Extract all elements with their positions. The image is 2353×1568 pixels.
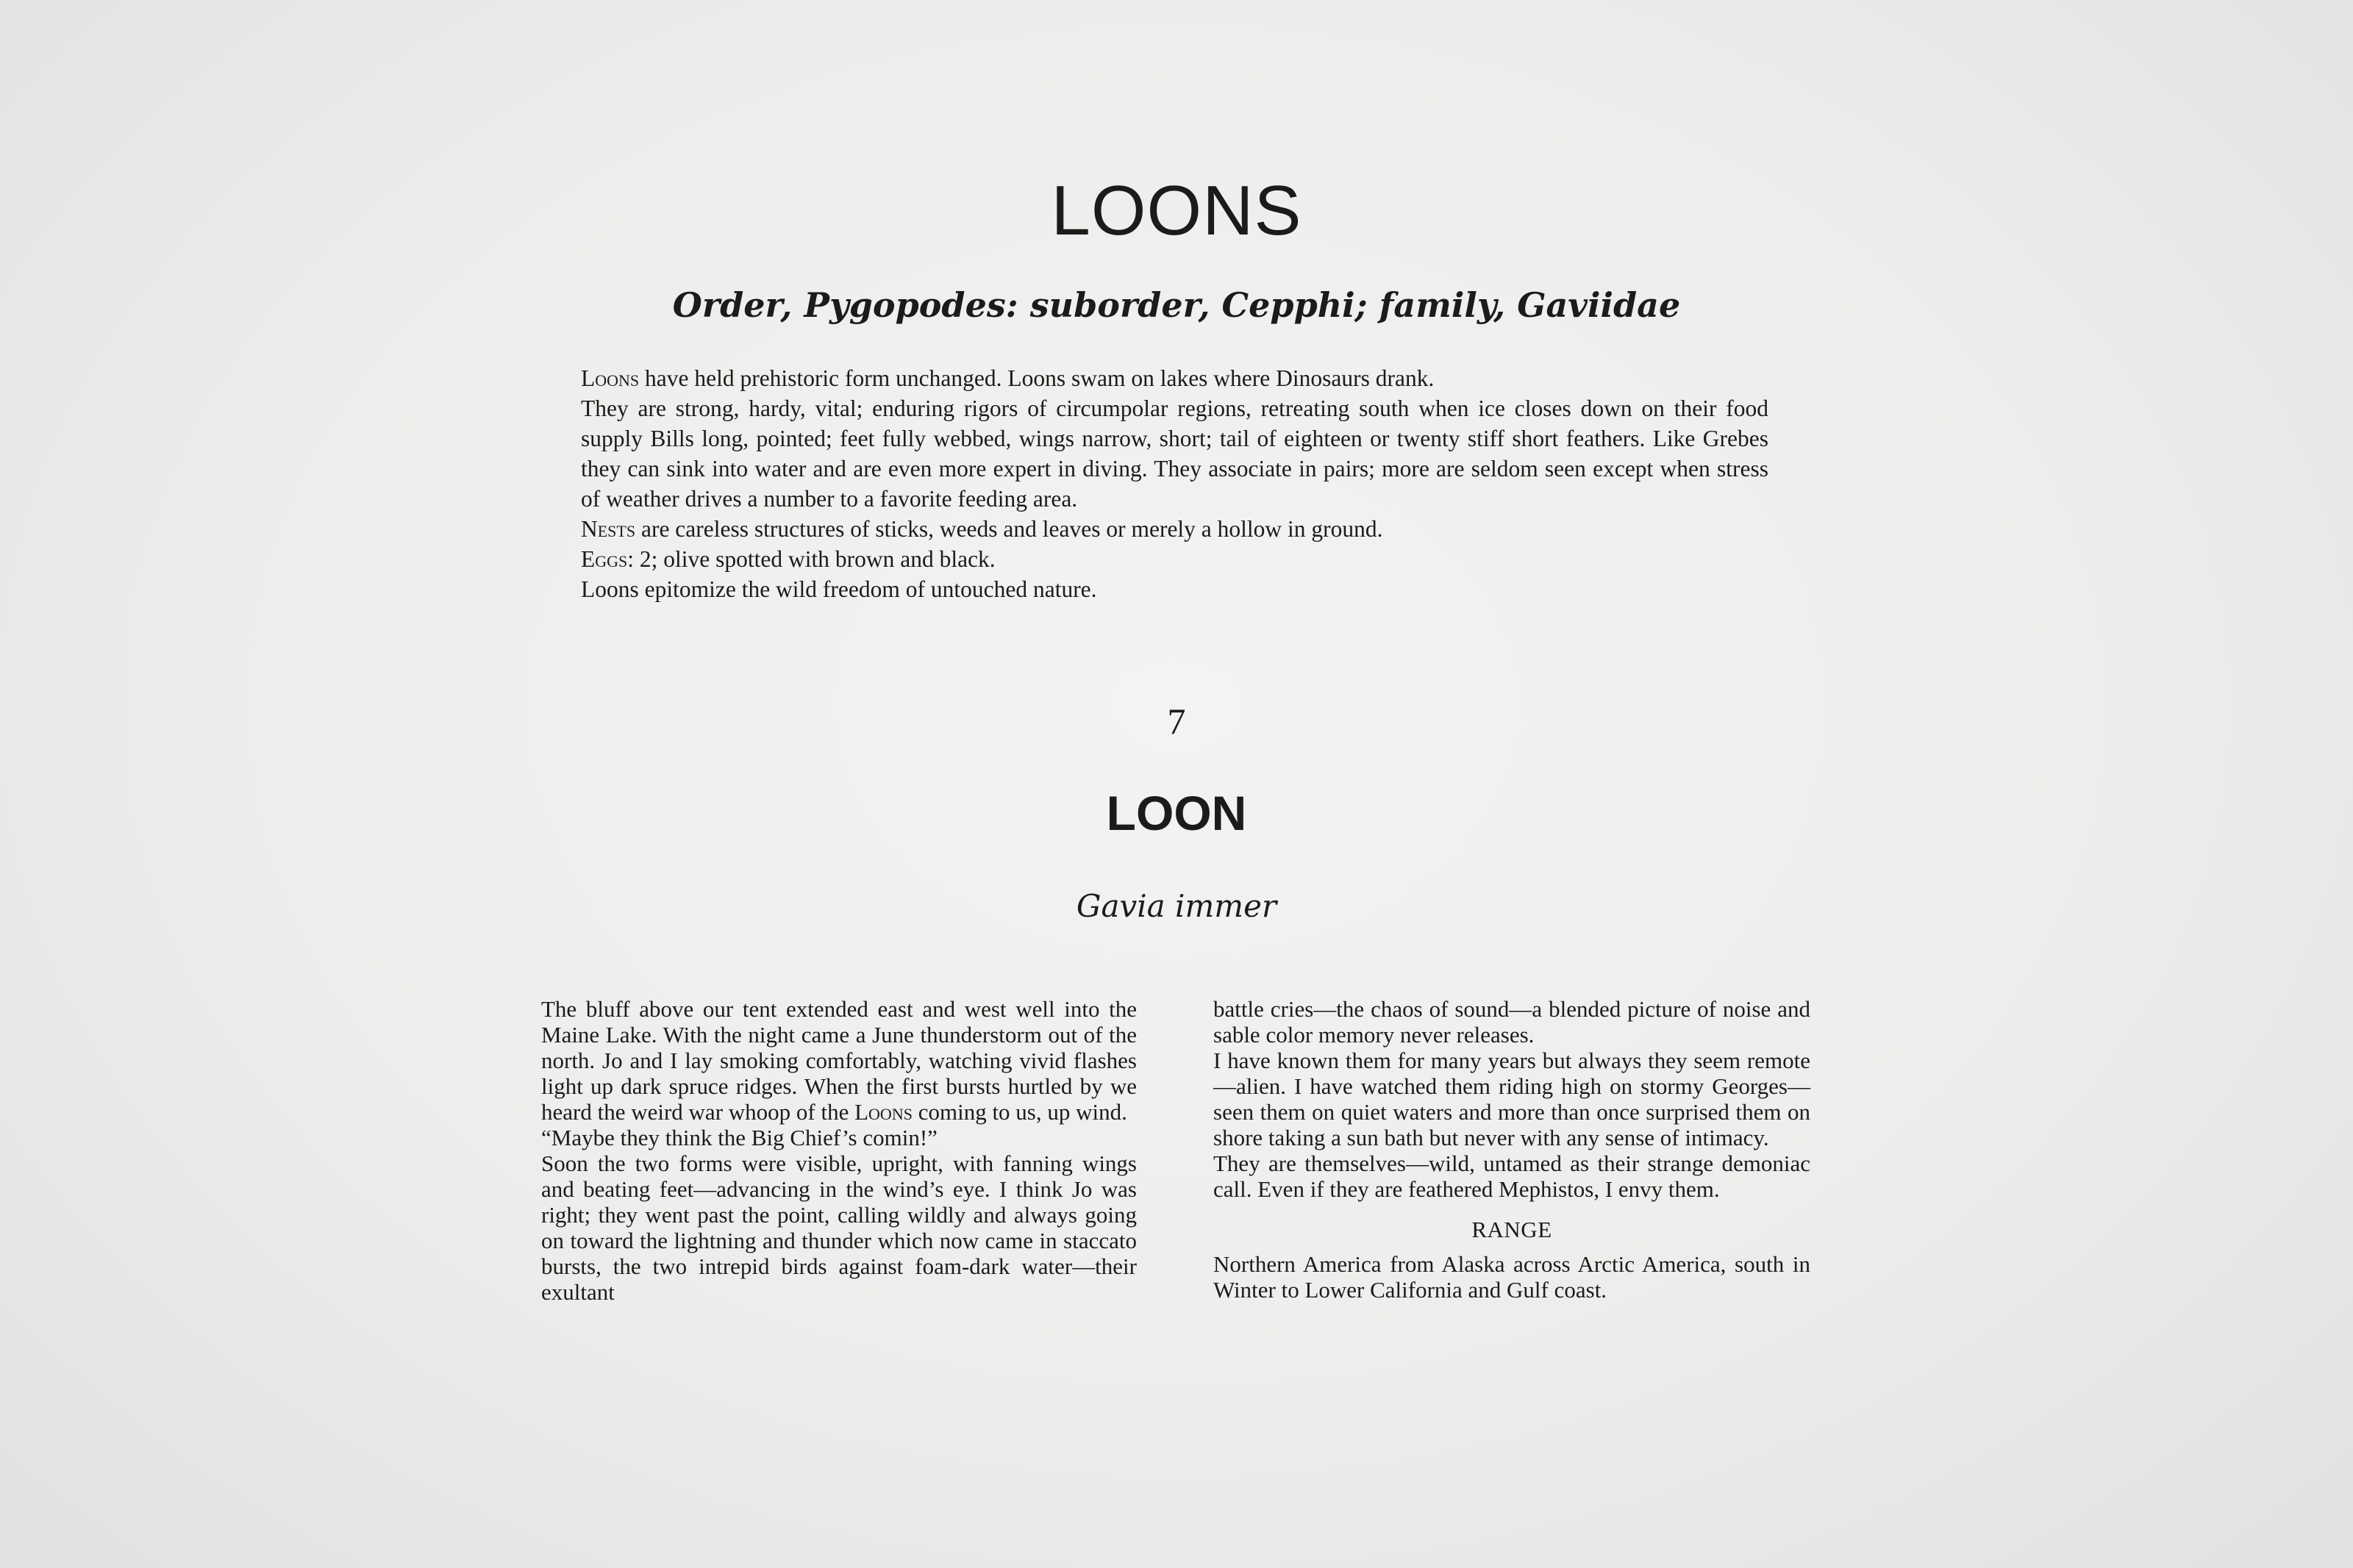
species-number: 7 (1167, 701, 1186, 742)
family-title: LOONS (1051, 171, 1302, 250)
intro-text: : 2; olive spotted with brown and black. (627, 546, 996, 572)
species-paragraph: They are themselves—wild, untamed as their strange demoniac call. Even if they are feathered Mephistos, I envy them. (1213, 1150, 1810, 1202)
family-intro (581, 363, 1768, 604)
family-classification: Order, Pygopodes: suborder, Cepphi; family, Gaviidae (672, 285, 1681, 325)
intro-paragraph (581, 514, 1768, 544)
intro-lead-word: Nests (581, 516, 636, 542)
intro-lead-word: Eggs (581, 546, 628, 572)
intro-paragraph (581, 574, 1768, 604)
species-text-right-column (1213, 996, 1810, 1303)
intro-paragraph (581, 393, 1768, 514)
species-paragraph (541, 1150, 1137, 1305)
species-text: The bluff above our tent extended east and west well into the Maine Lake. With the night came a June thunderstorm out of the north. Jo and I lay smoking comfortably, watching vivid flashes light up dark spruce ridges. When the first bursts hurtled by we heard the weird war whoop of the (541, 996, 1137, 1125)
species-name-inline: Loons (854, 1099, 913, 1125)
intro-text: have held prehistoric form unchanged. Loons swam on lakes where Dinosaurs drank. (639, 365, 1435, 391)
intro-text: Loons epitomize the wild freedom of untouched nature. (581, 576, 1097, 602)
species-latin-name: Gavia immer (1076, 888, 1277, 924)
intro-text: They are strong, hardy, vital; enduring rigors of circumpolar regions, retreating south when ice closes down on their food supply Bills long, pointed; feet fully webbed, wings narrow, short; tail of eighteen or twenty stiff short feathers. Like Grebes they can sink into water and are even more expert in diving. They associate in pairs; more are seldom seen except when stress of weather drives a number to a favorite feeding area. (581, 395, 1768, 512)
intro-text: are careless structures of sticks, weeds and leaves or merely a hollow in ground. (635, 516, 1383, 542)
species-paragraph (541, 1125, 1137, 1150)
species-text-left-column (541, 996, 1137, 1305)
species-paragraph: I have known them for many years but always they seem remote—alien. I have watched them riding high on stormy Georges—seen them on quiet waters and more than once surprised them on shore taking a sun bath but never with any sense of intimacy. (1213, 1048, 1810, 1150)
intro-paragraph (581, 544, 1768, 574)
intro-lead-word: Loons (581, 365, 640, 391)
species-text: coming to us, up wind. (912, 1099, 1127, 1125)
species-paragraph: battle cries—the chaos of sound—a blended picture of noise and sable color memory never releases. (1213, 996, 1810, 1048)
intro-paragraph (581, 363, 1768, 393)
species-name: LOON (1106, 786, 1247, 840)
range-heading: RANGE (1471, 1217, 1552, 1242)
species-text: Soon the two forms were visible, upright, with fanning wings and beating feet—advancing in the wind’s eye. I think Jo was right; they went past the point, calling wildly and always going on toward the lightning and thunder which now came in staccato bursts, the two intrepid birds against foam-dark water—their exultant (541, 1150, 1137, 1305)
species-text: “Maybe they think the Big Chief’s comin!” (541, 1125, 938, 1150)
species-paragraph (541, 996, 1137, 1125)
range-text: Northern America from Alaska across Arctic America, south in Winter to Lower California and Gulf coast. (1213, 1251, 1810, 1303)
